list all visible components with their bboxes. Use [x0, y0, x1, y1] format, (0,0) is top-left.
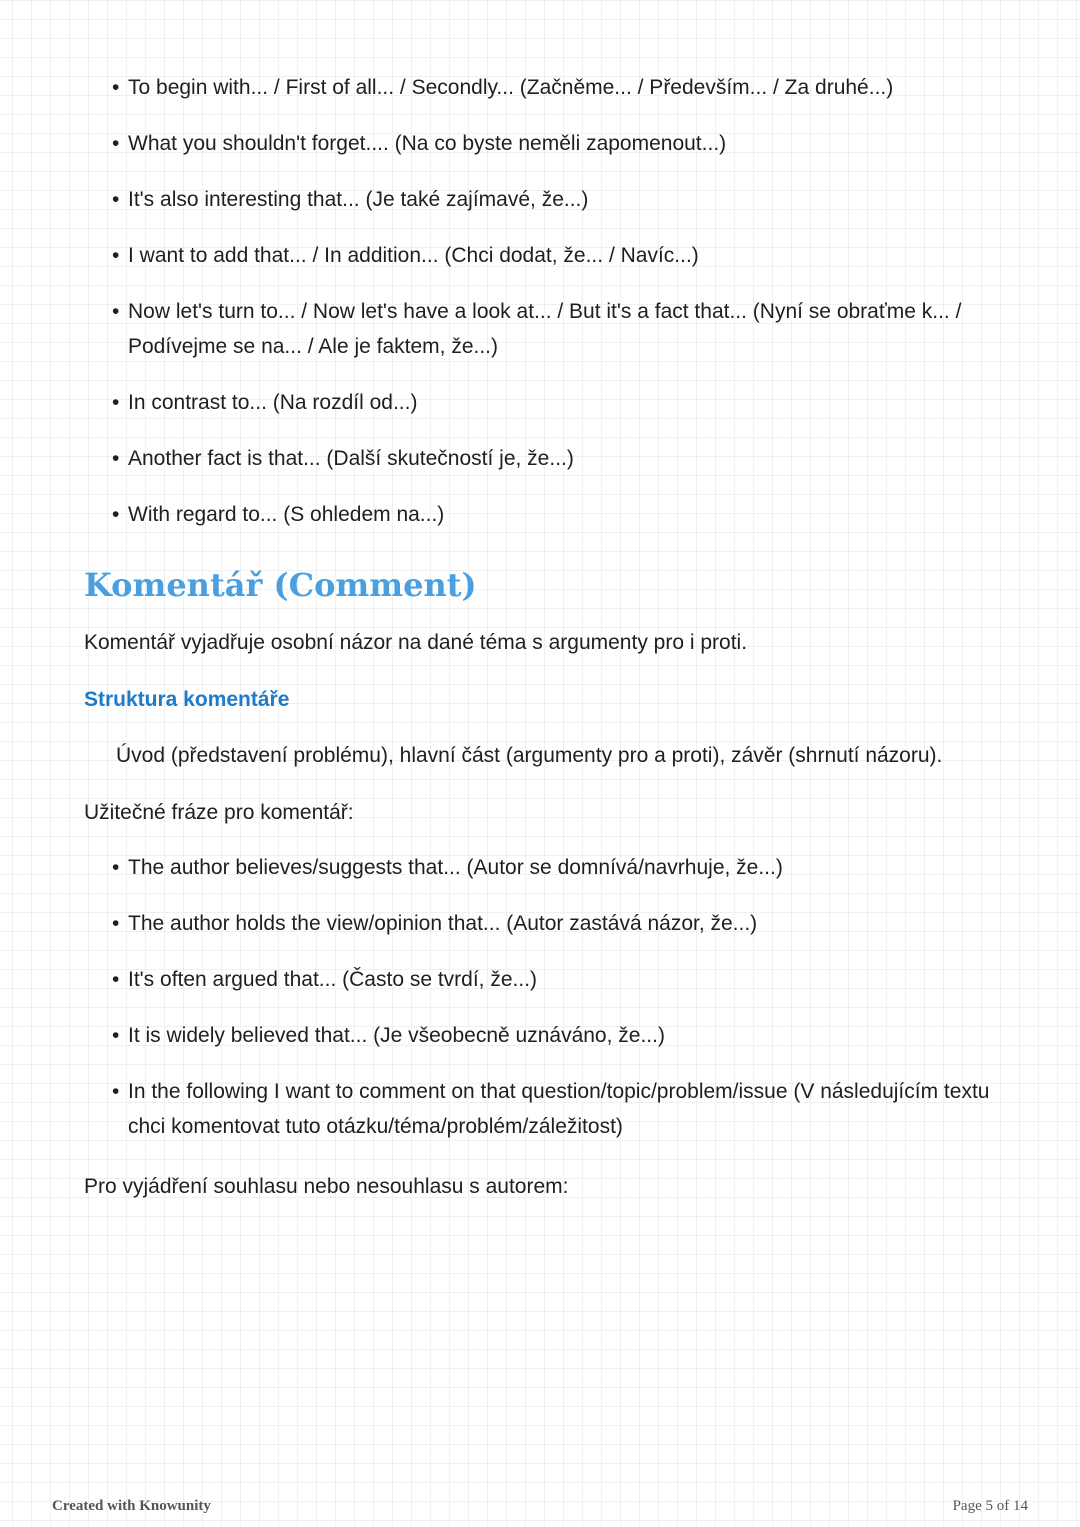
- list-item: • Another fact is that... (Další skutečností je, že...): [112, 441, 1012, 476]
- list-item: • It is widely believed that... (Je všeobecně uznáváno, že...): [112, 1018, 1012, 1053]
- phrase-list-top: [112, 70, 1012, 553]
- list-item: • The author holds the view/opinion that... (Autor zastává názor, že...): [112, 906, 1012, 941]
- section-heading: Komentář (Comment): [84, 566, 477, 604]
- list-item: • Now let's turn to... / Now let's have a look at... / But it's a fact that... (Nyní se obraťme k... / Podívejme se na... / Ale je faktem, že...): [112, 294, 1012, 364]
- list-item: • I want to add that... / In addition... (Chci dodat, že... / Navíc...): [112, 238, 1012, 273]
- structure-heading: Struktura komentáře: [84, 688, 290, 711]
- structure-text: Úvod (představení problému), hlavní část (argumenty pro a proti), závěr (shrnutí názoru).: [116, 744, 943, 767]
- list-item: • In the following I want to comment on that question/topic/problem/issue (V následujícím textu chci komentovat tuto otázku/téma/problém/záležitost): [112, 1074, 1012, 1144]
- list-item: • To begin with... / First of all... / Secondly... (Začněme... / Především... / Za druhé...): [112, 70, 1012, 105]
- list-item: • What you shouldn't forget.... (Na co byste neměli zapomenout...): [112, 126, 1012, 161]
- list-item: • It's often argued that... (Často se tvrdí, že...): [112, 962, 1012, 997]
- page-number: Page 5 of 14: [952, 1498, 1028, 1514]
- list-item: • In contrast to... (Na rozdíl od...): [112, 385, 1012, 420]
- footer-credit: Created with Knowunity: [52, 1498, 211, 1514]
- list-item: • It's also interesting that... (Je také zajímavé, že...): [112, 182, 1012, 217]
- phrases-label: Užitečné fráze pro komentář:: [84, 801, 354, 824]
- section-intro: Komentář vyjadřuje osobní názor na dané téma s argumenty pro i proti.: [84, 631, 748, 654]
- list-item: • The author believes/suggests that... (Autor se domnívá/navrhuje, že...): [112, 850, 1012, 885]
- list-item: • With regard to... (S ohledem na...): [112, 497, 1012, 532]
- phrase-list-comment: [112, 850, 1012, 1165]
- agree-label: Pro vyjádření souhlasu nebo nesouhlasu s autorem:: [84, 1175, 569, 1198]
